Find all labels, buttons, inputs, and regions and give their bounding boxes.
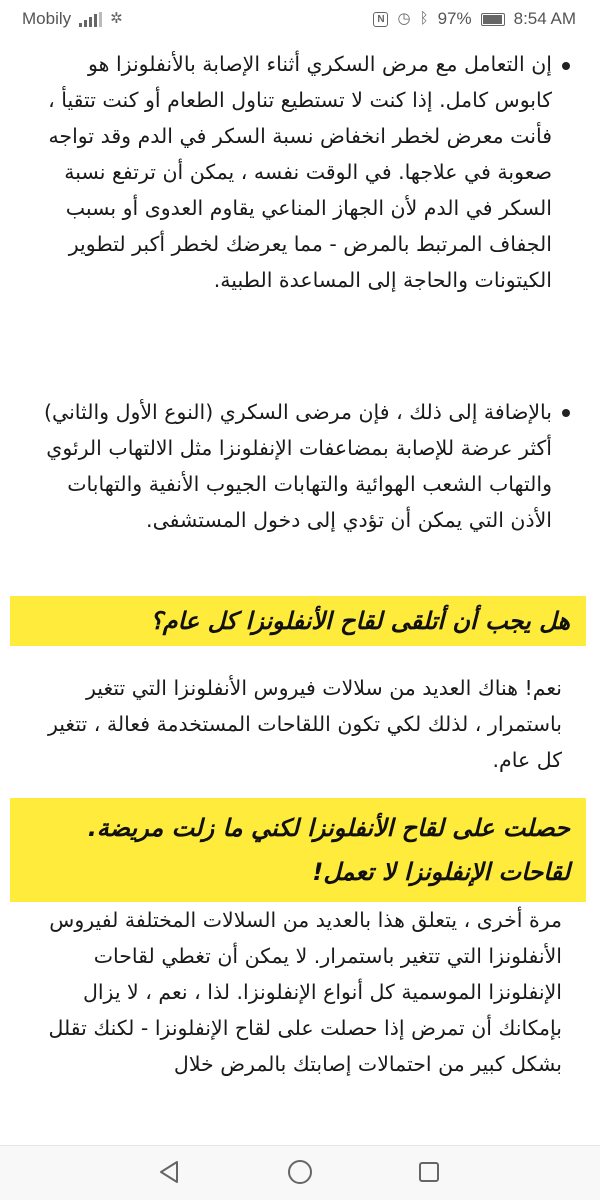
settings-icon: ✲ bbox=[110, 10, 123, 27]
bullet-marker bbox=[562, 409, 570, 417]
bullet-marker bbox=[562, 62, 570, 70]
clock: 8:54 AM bbox=[513, 9, 576, 28]
carrier-label: Mobily bbox=[22, 9, 72, 28]
battery-icon bbox=[481, 13, 505, 26]
battery-percent: 97% bbox=[437, 9, 472, 28]
alarm-icon: ◷ bbox=[397, 10, 411, 27]
recents-icon[interactable] bbox=[416, 1159, 442, 1185]
section-heading: هل يجب أن أتلقى لقاح الأنفلونزا كل عام؟ bbox=[10, 596, 586, 646]
article-paragraph: إن التعامل مع مرض السكري أثناء الإصابة بالأنفلونزا هو كابوس كامل. إذا كنت لا تستطيع تناول الطعام أو كنت تتقيأ ، فأنت معرض لخطر انخفاض نسبة السكر في الدم وقد تواجه صعوبة في علاجها. في الوقت نفسه ، يمكن أن ترتفع نسبة السكر في الدم لأن الجهاز المناعي يقاوم العدوى أو بسبب الجفاف المرتبط بالمرض - مما يعرضك لخطر أكبر لتطوير الكيتونات والحاجة إلى المساعدة الطبية. bbox=[48, 52, 552, 292]
bluetooth-icon: ᛒ bbox=[419, 10, 429, 27]
article-content[interactable] bbox=[0, 38, 600, 1146]
article-paragraph: بالإضافة إلى ذلك ، فإن مرضى السكري (النوع الأول والثاني) أكثر عرضة للإصابة بمضاعفات الإنفلونزا مثل الالتهاب الرئوي والتهاب الشعب الهوائية والتهابات الجيوب الأنفية والتهابات الأذن التي يمكن أن تؤدي إلى دخول المستشفى. bbox=[43, 400, 552, 532]
article-paragraph: مرة أخرى ، يتعلق هذا بالعديد من السلالات المختلفة لفيروس الأنفلونزا التي تتغير باستمرار. لا يمكن أن تغطي لقاحات الإنفلونزا الموسمية كل أنواع الإنفلونزا. لذا ، نعم ، لا يزال بإمكانك أن تمرض إذا حصلت على لقاح الإنفلونزا - لكنك تقلل بشكل كبير من احتمالات إصابتك بالمرض خلال bbox=[48, 908, 562, 1076]
navigation-bar bbox=[0, 1145, 600, 1200]
signal-icon bbox=[79, 12, 102, 27]
nfc-icon: N bbox=[373, 12, 388, 27]
article-paragraph: نعم! هناك العديد من سلالات فيروس الأنفلونزا التي تتغير باستمرار ، لذلك لكي تكون اللقاحات المستخدمة فعالة ، تتغير كل عام. bbox=[47, 676, 562, 772]
status-bar bbox=[0, 0, 600, 38]
section-heading: حصلت على لقاح الأنفلونزا لكني ما زلت مريضة. لقاحات الإنفلونزا لا تعمل! bbox=[10, 798, 586, 902]
home-icon[interactable] bbox=[286, 1158, 314, 1186]
back-icon[interactable] bbox=[157, 1159, 183, 1185]
